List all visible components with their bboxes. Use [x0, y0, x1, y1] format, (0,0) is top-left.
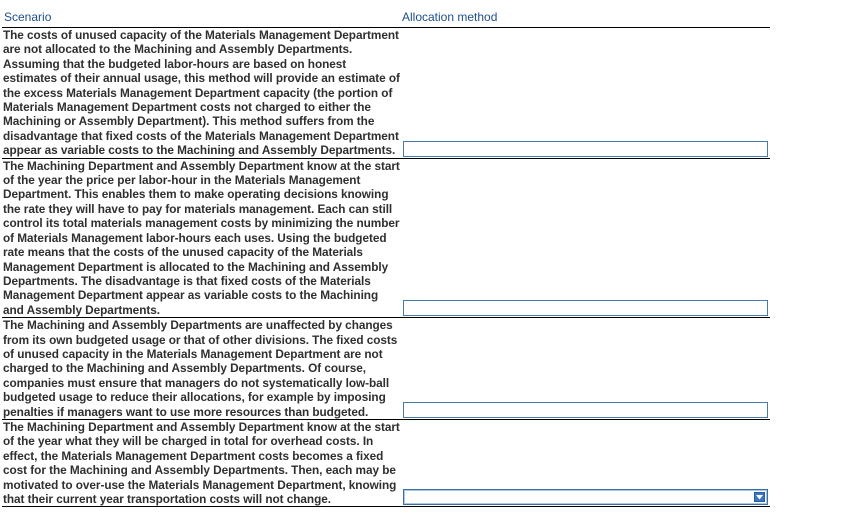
header-allocation-method: Allocation method [402, 10, 498, 24]
allocation-method-select[interactable] [403, 300, 768, 316]
table-row [2, 159, 770, 318]
table-row [2, 420, 770, 507]
scenario-text: The Machining Department and Assembly Department know at the start of the year the price per labor-hour in the Materials Management Department. This enables them to make operating decisions knowing the rate they will have to pay for materials management. Each can still control its total materials management costs by minimizing the number of Materials Management labor-hours each uses. Using the budgeted rate means that the costs of the unused capacity of the Materials Management Department is allocated to the Machining and Assembly Departments. The disadvantage is that fixed costs of the Materials Management Department appear as variable costs to the Machining and Assembly Departments. [3, 158, 400, 317]
allocation-method-select[interactable] [403, 141, 768, 157]
table-row [2, 318, 770, 420]
table-row [2, 28, 770, 159]
allocation-method-select[interactable] [403, 489, 768, 505]
table-header [2, 0, 770, 28]
chevron-down-icon[interactable] [754, 492, 765, 502]
scenario-text: The Machining Department and Assembly Department know at the start of the year what they will be charged in total for overhead costs. In effect, the Materials Management Department costs becomes a fixed cost for the Machining and Assembly Departments. Then, each may be motivated to over-use the Materials Management Department, knowing that their current year transportation costs will not change. [3, 419, 400, 506]
scenario-text: The Machining and Assembly Departments are unaffected by changes from its own budgeted usage or that of other divisions. The fixed costs of unused capacity in the Materials Management Department are not charged to the Machining and Assembly Departments. Of course, companies must ensure that managers do not systematically low-ball budgeted usage to reduce their allocations, for example by imposing penalties if managers want to use more resources than budgeted. [3, 318, 398, 419]
allocation-table [2, 0, 770, 507]
scenario-text: The costs of unused capacity of the Materials Management Department are not allocated to the Machining and Assembly Departments. Assuming that the budgeted labor-hours are based on honest estimates of their annual usage, this method will provide an estimate of the excess Materials Management Department capacity (the portion of Materials Management Department costs not charged to either the Machining or Assembly Department). This method suffers from the disadvantage that fixed costs of the Materials Management Department appear as variable costs to the Machining and Assembly Departments. [3, 28, 400, 158]
allocation-method-select[interactable] [403, 402, 768, 418]
header-scenario: Scenario [4, 10, 52, 24]
